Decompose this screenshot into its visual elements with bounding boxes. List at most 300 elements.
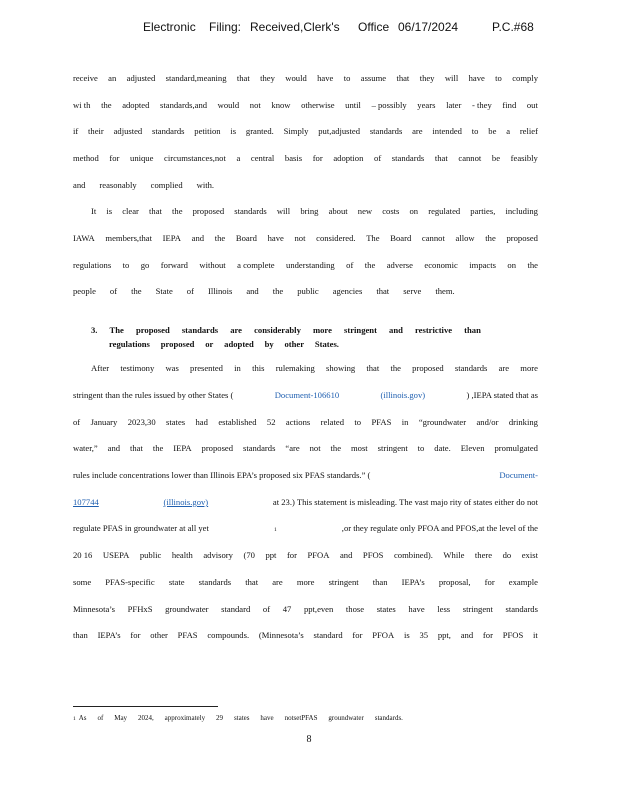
text-line [73,523,538,537]
word: and [460,630,474,640]
word: had [195,417,208,427]
text-line [73,497,538,511]
word: not [294,233,306,243]
word: states [376,604,396,614]
word: adverse [386,260,413,270]
word: to [417,443,425,453]
word: groundwater [165,604,209,614]
word: notsetPFAS [284,714,318,722]
word-group: regulate PFAS in groundwater at all yet [73,523,209,533]
text-line [73,180,538,194]
word: by [264,339,274,349]
word: of [186,286,194,296]
word: that [236,73,250,83]
word: IAWA [73,233,95,243]
word: people [73,286,96,296]
word: It [91,206,97,216]
word: less [437,604,451,614]
word: ppt, [437,630,451,640]
word: and [389,325,403,335]
word: testimony [120,363,155,373]
word: other [284,339,305,349]
word: stringent [377,443,408,453]
word: Minnesota’s [73,604,116,614]
word: drinking [508,417,538,427]
word: of [109,286,118,296]
word: PFAS [371,417,392,427]
word: the [527,260,538,270]
word: rulemaking [275,363,315,373]
word-group: at 23.) This statement is misleading. The vast majo rity of states either do not [272,497,538,507]
word: on [507,260,517,270]
word: standard [313,630,343,640]
word: cannot [421,233,445,243]
word: have [317,73,334,83]
word: years [417,100,436,110]
word: for [484,577,495,587]
word: not [249,100,261,110]
word: (Minnesota’s [258,630,304,640]
word: later [446,100,462,110]
word: IEPA’s [401,577,425,587]
word: otherwise [301,100,335,110]
word: the [390,363,401,373]
word: stringent [328,577,359,587]
word: with. [196,180,215,190]
word: USEPA [102,550,130,560]
word: on [409,206,419,216]
word: PFOS [362,550,384,560]
document-link[interactable]: Document- [499,470,538,480]
word: for [286,550,297,560]
word: showing [326,363,356,373]
word: if [73,126,79,136]
word: and [339,550,353,560]
word: to [471,126,479,136]
word: the [485,233,496,243]
word: After [91,363,110,373]
text-line [73,260,538,274]
word: IEPA’s [97,630,121,640]
word: intended [432,126,462,136]
word: the [101,100,112,110]
word: While [443,550,465,560]
word: than [372,577,388,587]
word: know [271,100,291,110]
word: a [506,126,511,136]
word: established [218,417,257,427]
word: 2024, [137,714,154,722]
word: (70 [243,550,255,560]
word: the [330,443,342,453]
word: “groundwater [418,417,467,427]
word: assume [360,73,387,83]
word: presented [190,363,223,373]
document-link[interactable]: (illinois.gov) [163,497,209,507]
word: to [495,73,502,83]
word: considered. [316,233,356,243]
word: and [246,286,259,296]
word: “are [285,443,300,453]
word: actions [285,417,311,427]
text-line [73,126,538,140]
word: are [498,363,510,373]
word: PFAS-specific [105,577,155,587]
word: States. [314,339,339,349]
word: it [533,630,538,640]
word: the [131,286,142,296]
word: more [520,363,538,373]
word: The [109,325,124,335]
word: bring [300,206,319,216]
word: serve [403,286,422,296]
word: compounds. [207,630,250,640]
word: promulgated [494,443,538,453]
word: - they [471,100,492,110]
word-group: ) ,IEPA stated that as [466,390,538,400]
page-number: 8 [306,734,312,745]
word: that [245,577,259,587]
word: standards [152,126,185,136]
word: cannot [458,153,482,163]
word: proposed [192,206,225,216]
word: adjusted [113,126,143,136]
word: them. [435,286,455,296]
word: that [130,443,143,453]
word: is [230,126,237,136]
word: 3. [91,325,98,335]
word: central [250,153,275,163]
word: be [491,153,501,163]
word: PFOA [372,630,395,640]
word: advisory [203,550,233,560]
word: is [106,206,113,216]
word: agencies [332,286,363,296]
text-line [91,363,538,377]
word: of [262,604,271,614]
word: for [130,630,141,640]
word: for [482,630,493,640]
word: than [464,325,481,335]
word: that [434,153,448,163]
word: standards [391,153,425,163]
word: to [343,73,351,83]
text-line [73,390,538,404]
footnote [73,714,403,726]
word: economic [424,260,458,270]
word: have [468,73,485,83]
text-line [73,153,538,167]
word: standards [369,126,403,136]
word: the [172,206,183,216]
section-heading [91,325,481,339]
word: public [297,286,319,296]
word: the [272,286,284,296]
text-line [73,286,538,300]
word: be [488,126,497,136]
word: this [252,363,265,373]
word: relief [519,126,538,136]
word: stringent [344,325,377,335]
word: in [234,363,241,373]
word: of [73,417,81,427]
word: will [276,206,291,216]
word: stringent [462,604,493,614]
word: regulated [428,206,461,216]
word: proposal, [438,577,471,587]
word: As [78,714,87,722]
word: without [199,260,226,270]
word: find [502,100,517,110]
word: State [155,286,173,296]
word-group: ,or they regulate only PFOA and PFOS,at the level of the [341,523,538,533]
word: of [374,153,382,163]
section-heading [109,339,339,353]
word: standard,meaning [165,73,227,83]
word: standard [221,604,251,614]
document-link[interactable]: Document-106610 [274,390,340,400]
word: standards [181,325,219,335]
word: a [236,153,241,163]
word: states [166,417,186,427]
word: of [346,260,354,270]
word: standards. [374,714,403,722]
word: May [114,714,128,722]
word: wi th [73,100,91,110]
word: to [354,417,362,427]
word: adopted [224,339,254,349]
word: comply [512,73,538,83]
word: will [444,73,459,83]
word: would [217,100,240,110]
word: state [168,577,185,587]
word: have [260,714,274,722]
word: costs [382,206,400,216]
word: new [357,206,373,216]
word: out [526,100,538,110]
word: they [419,73,435,83]
word: go [140,260,150,270]
text-line [73,470,538,484]
word: parties, [470,206,496,216]
word: understanding [286,260,335,270]
word: 52 [266,417,276,427]
word: method [73,153,99,163]
word: are [272,577,283,587]
document-link[interactable]: (illinois.gov) [380,390,426,400]
word: or [205,339,214,349]
word: Board [235,233,257,243]
word: most [350,443,368,453]
word: do [502,550,512,560]
word: for [312,153,323,163]
word: health [171,550,193,560]
word: feasibly [510,153,538,163]
word: including [505,206,538,216]
word: 20 16 [73,550,93,560]
word: put,adjusted [318,126,361,136]
word: forward [160,260,188,270]
word: The [366,233,380,243]
word: Board [390,233,412,243]
word: January [90,417,118,427]
word: are [230,325,242,335]
word: was [165,363,179,373]
word: would [285,73,307,83]
word: approximately [164,714,206,722]
word: for [109,153,120,163]
word: allow [455,233,475,243]
word: Illinois [207,286,233,296]
word: 47 [282,604,292,614]
word: unique [130,153,154,163]
word: other [150,630,168,640]
word: that [149,206,162,216]
header-office: Office [358,20,390,34]
word: adoption [333,153,364,163]
word: their [88,126,104,136]
word: 35 [419,630,429,640]
text-line [73,630,538,644]
word: more [312,325,332,335]
word: have [408,604,425,614]
word: proposed [160,339,195,349]
footnote-reference[interactable]: 1 [273,527,277,533]
word: considerably [254,325,301,335]
word: related [320,417,344,427]
word: they [260,73,275,83]
word: 2023,30 [127,417,156,427]
word: Simply [283,126,309,136]
word-group: rules include concentrations lower than Illinois EPA’s proposed six PFAS standards.” ( [73,470,371,480]
word: a complete [237,260,275,270]
text-line [73,73,538,87]
word: Eleven [460,443,485,453]
word-group [79,714,403,722]
word: is [403,630,410,640]
text-line [73,100,538,114]
word: IEPA [173,443,192,453]
header-electronic: Electronic [143,20,196,34]
word: groundwater [328,714,364,722]
word: basis [284,153,303,163]
word: members,that [105,233,152,243]
filing-header [0,20,618,36]
word: proposed [201,443,234,453]
word: water,” [73,443,98,453]
word-group: stringent than the rules issued by other States ( [73,390,234,400]
word: the [364,260,376,270]
word: to [122,260,130,270]
word: adjusted [126,73,156,83]
word: example [508,577,538,587]
word: more [296,577,315,587]
text-line [73,577,538,591]
word: of [97,714,104,722]
document-link[interactable]: 107744 [73,497,99,507]
text-line [73,550,538,564]
word: petition [194,126,221,136]
word: ppt,even [303,604,334,614]
header-date: 06/17/2024 [398,20,459,34]
word: PFHxS [127,604,153,614]
word: the [214,233,226,243]
word: an [108,73,117,83]
footnote-marker: 1 [73,716,76,722]
word: that [396,73,410,83]
word: and [191,233,205,243]
word: public [139,550,162,560]
word: proposed [135,325,170,335]
word: standards [242,443,276,453]
word: some [73,577,92,587]
word: than [73,630,88,640]
header-filing: Filing: [209,20,242,34]
header-received: Received,Clerk's [250,20,340,34]
word: standards [198,577,232,587]
word: impacts [469,260,496,270]
word: standards [234,206,267,216]
word: in [401,417,409,427]
word: restrictive [415,325,453,335]
word: and [73,180,86,190]
word: PFAS [177,630,198,640]
word: adopted [122,100,150,110]
word: have [267,233,284,243]
word: until [345,100,361,110]
word: IEPA [162,233,181,243]
word: proposed [506,233,538,243]
word: for [352,630,363,640]
text-line [91,206,538,220]
word: combined). [393,550,433,560]
text-line [73,604,538,618]
word: date. [434,443,451,453]
word: complied [150,180,183,190]
word: there [474,550,493,560]
word: circumstances,not [164,153,226,163]
footnote-divider [73,706,218,707]
word: granted. [245,126,274,136]
word: that [376,286,390,296]
word: receive [73,73,98,83]
word: PFOA [307,550,330,560]
word: clear [122,206,139,216]
word: not [309,443,321,453]
word: reasonably [99,180,137,190]
text-line [73,443,538,457]
text-line [73,417,538,431]
word: standards [505,604,538,614]
word: are [412,126,423,136]
text-line [73,233,538,247]
word: 29 [216,714,224,722]
word: and [107,443,121,453]
word: regulations [73,260,112,270]
word: states [233,714,250,722]
word: those [345,604,365,614]
word: that [366,363,380,373]
word: proposed [412,363,444,373]
word: PFOS [502,630,524,640]
header-pc-number: P.C.#68 [492,20,534,34]
word: exist [521,550,538,560]
word: regulations [109,339,150,349]
word: about [328,206,348,216]
word: ppt [265,550,277,560]
word: and/or [476,417,499,427]
word: standards [454,363,488,373]
